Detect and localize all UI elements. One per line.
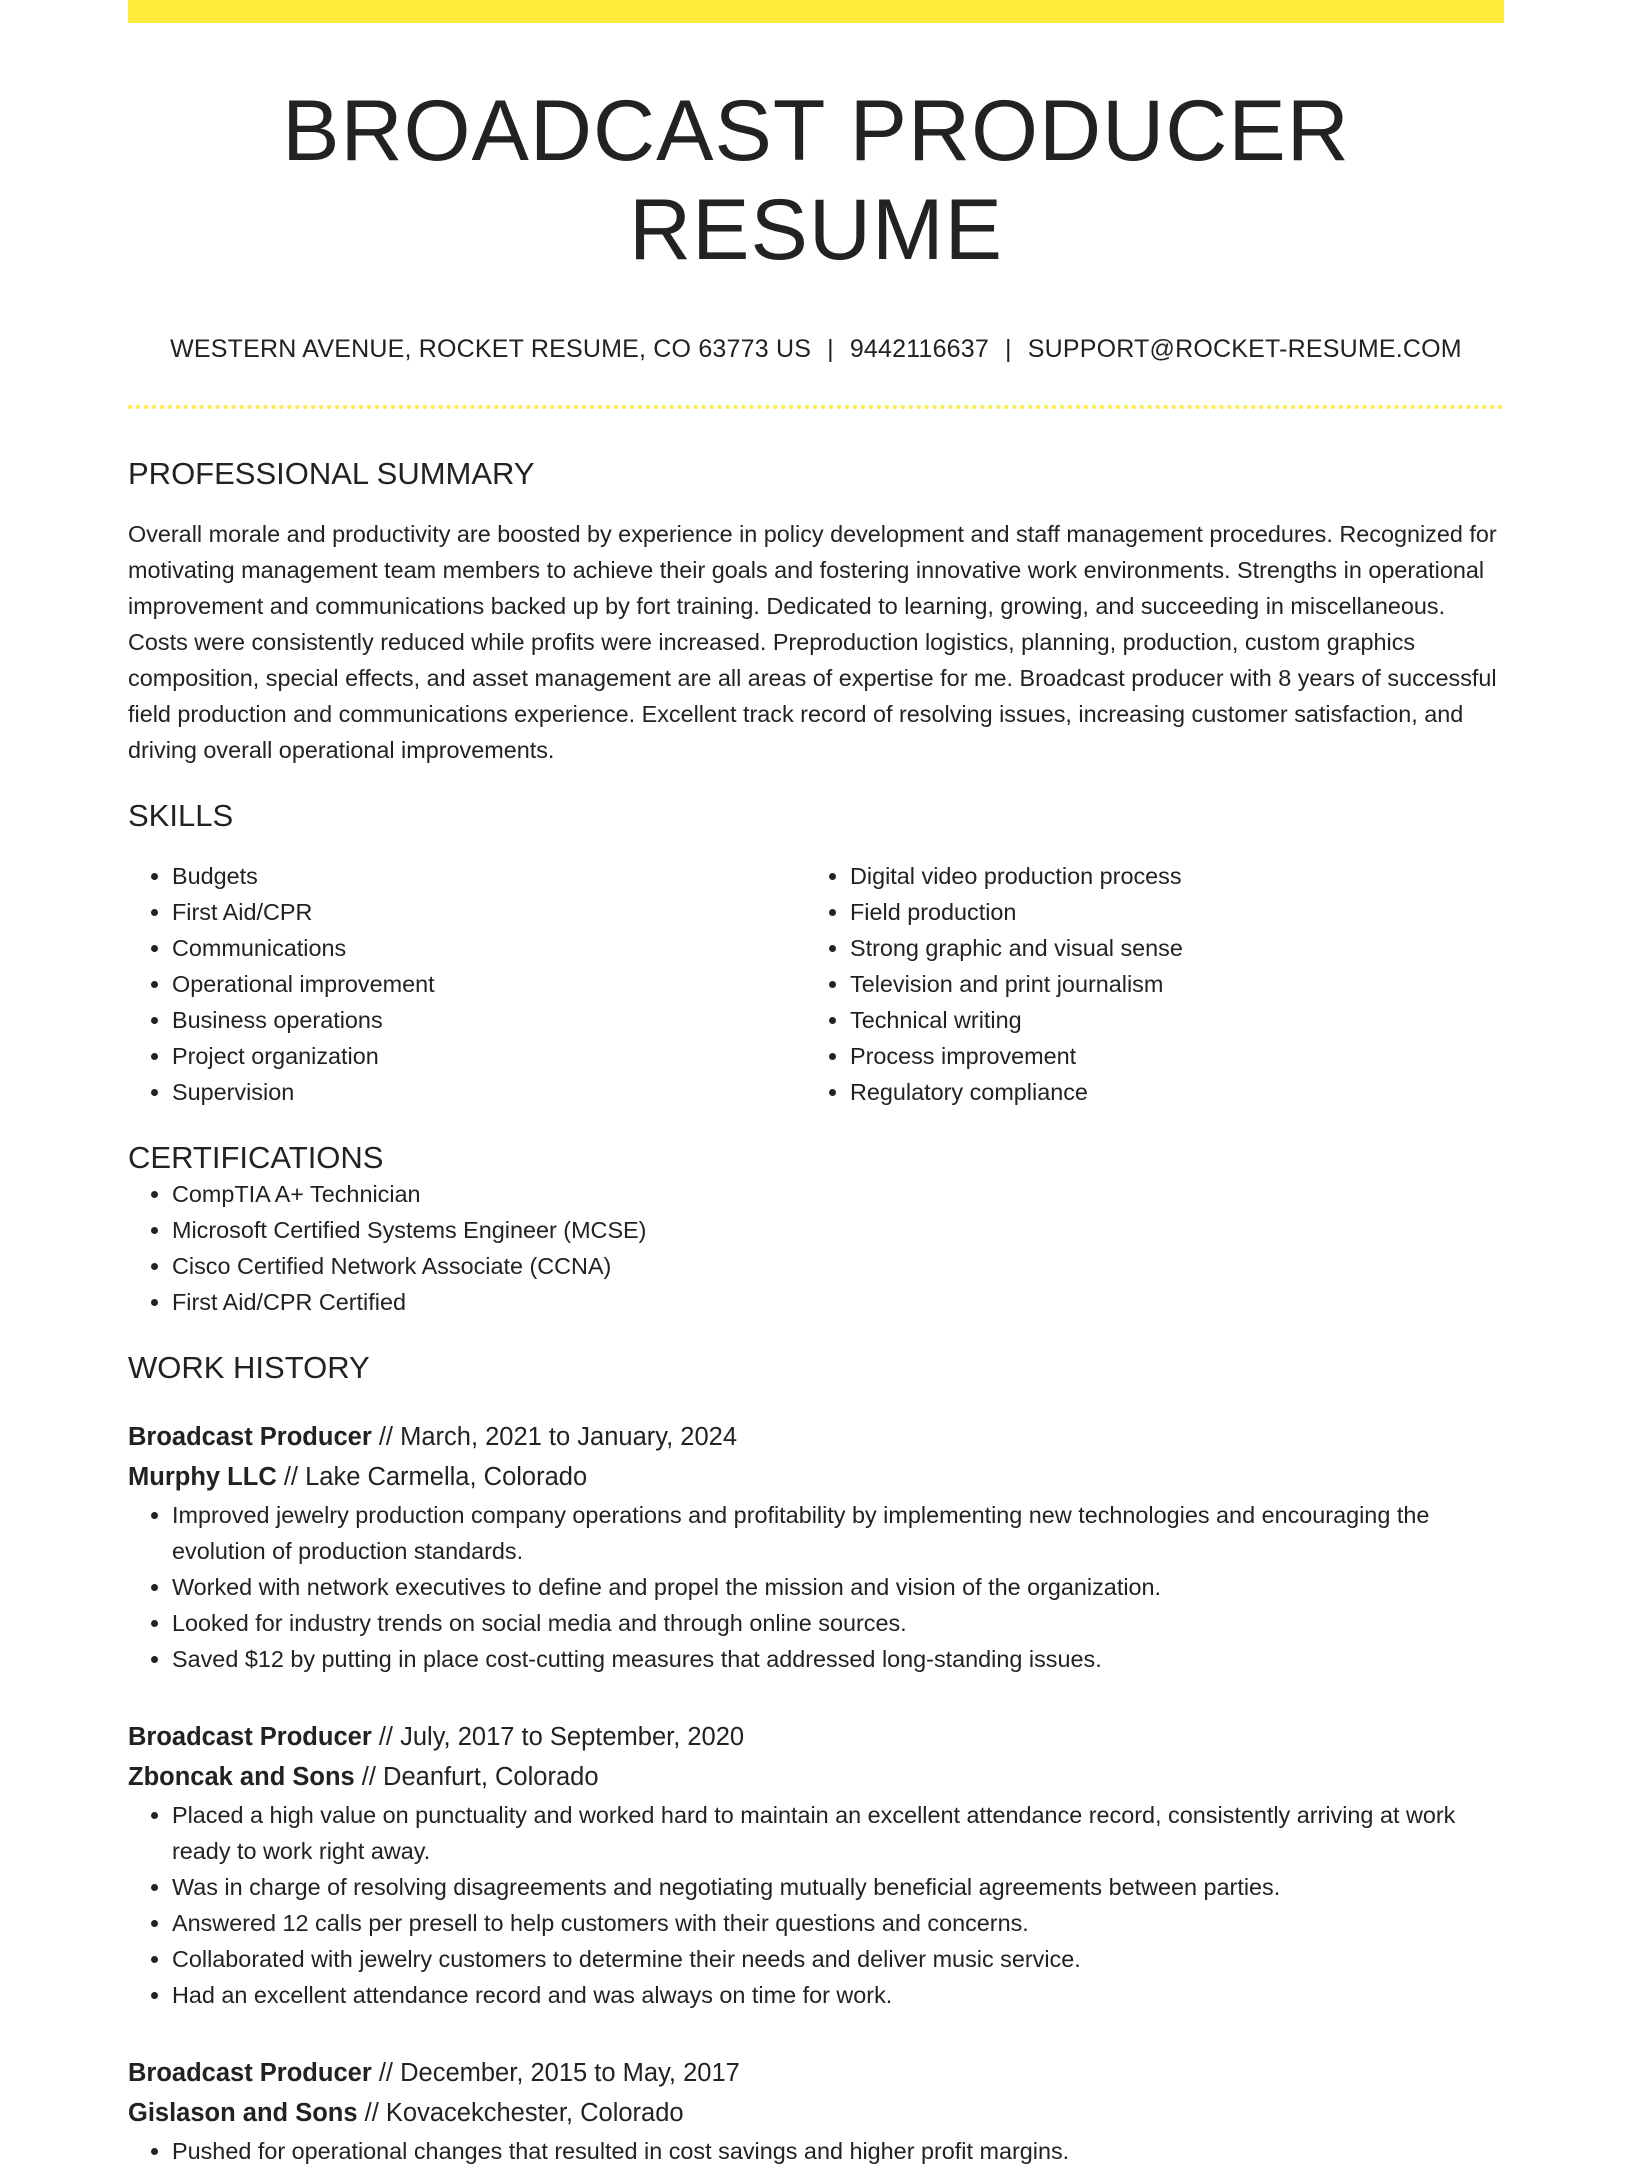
certifications-list	[128, 1176, 1504, 1320]
job-entry	[128, 2053, 1504, 2169]
job-bullet-list	[128, 1497, 1504, 1677]
skill-item: • Operational improvement	[172, 966, 806, 1002]
skills-column-left	[128, 858, 806, 1110]
contact-email: SUPPORT@ROCKET-RESUME.COM	[1027, 334, 1462, 363]
job-title-line	[128, 2053, 1504, 2093]
job-bullet: • Improved jewelry production company operations and profitability by implementing new technologies and encouraging the evolution of production standards.	[172, 1497, 1504, 1569]
job-company: Murphy LLC	[128, 1462, 277, 1491]
job-separator: //	[276, 1462, 306, 1491]
job-dates: July, 2017 to September, 2020	[400, 1722, 745, 1751]
skill-item: • Project organization	[172, 1038, 806, 1074]
job-company-line	[128, 1457, 1504, 1497]
work-history-list	[128, 1417, 1504, 2169]
top-accent-bar	[128, 0, 1504, 23]
job-bullet-list	[128, 1797, 1504, 2013]
contact-line	[128, 334, 1504, 364]
job-location: Kovacekchester, Colorado	[385, 2098, 684, 2127]
contact-phone: 9442116637	[849, 334, 989, 363]
job-bullet: • Saved $12 by putting in place cost-cutting measures that addressed long-standing issues.	[172, 1641, 1504, 1677]
skill-item: • Regulatory compliance	[850, 1074, 1484, 1110]
job-company-line	[128, 2093, 1504, 2133]
job-bullet: • Pushed for operational changes that resulted in cost savings and higher profit margins.	[172, 2133, 1504, 2169]
contact-address: WESTERN AVENUE, ROCKET RESUME, CO 63773 US	[170, 334, 812, 363]
contact-separator: |	[1005, 334, 1012, 363]
skills-column-right	[806, 858, 1484, 1110]
skill-item: • Budgets	[172, 858, 806, 894]
job-separator: //	[371, 1722, 401, 1751]
skills-heading: SKILLS	[128, 797, 234, 833]
job-separator: //	[354, 1762, 384, 1791]
skill-item: • Technical writing	[850, 1002, 1484, 1038]
job-bullet: • Placed a high value on punctuality and worked hard to maintain an excellent attendance record, consistently arriving at work ready to work right away.	[172, 1797, 1504, 1869]
dotted-divider	[128, 405, 1504, 409]
skill-item: • Business operations	[172, 1002, 806, 1038]
job-company-line	[128, 1757, 1504, 1797]
job-entry	[128, 1417, 1504, 1677]
certification-item: • Cisco Certified Network Associate (CCNA)	[172, 1248, 1504, 1284]
skill-item: • Field production	[850, 894, 1484, 930]
job-bullet: • Had an excellent attendance record and was always on time for work.	[172, 1977, 1504, 2013]
skill-item: • Digital video production process	[850, 858, 1484, 894]
job-bullet-list	[128, 2133, 1504, 2169]
summary-text: Overall morale and productivity are boosted by experience in policy development and staff management procedures. Recognized for motivating management team members to achieve their goals and fostering innovative work environments. Strengths in operational improvement and communications backed up by fort training. Dedicated to learning, growing, and succeeding in miscellaneous. Costs were consistently reduced while profits were increased. Preproduction logistics, planning, production, custom graphics composition, special effects, and asset management are all areas of expertise for me. Broadcast producer with 8 years of successful field production and communications experience. Excellent track record of resolving issues, increasing customer satisfaction, and driving overall operational improvements.	[128, 520, 1497, 763]
job-title: Broadcast Producer	[128, 1422, 372, 1451]
job-separator: //	[371, 2058, 401, 2087]
job-separator: //	[371, 1422, 401, 1451]
job-bullet: • Looked for industry trends on social media and through online sources.	[172, 1605, 1504, 1641]
summary-heading: PROFESSIONAL SUMMARY	[128, 455, 535, 491]
job-dates: December, 2015 to May, 2017	[400, 2058, 740, 2087]
skill-item: • Process improvement	[850, 1038, 1484, 1074]
job-title: Broadcast Producer	[128, 1722, 372, 1751]
certifications-heading: CERTIFICATIONS	[128, 1140, 384, 1176]
work-history-heading: WORK HISTORY	[128, 1350, 370, 1386]
job-dates: March, 2021 to January, 2024	[400, 1422, 737, 1451]
job-bullet: • Worked with network executives to define and propel the mission and vision of the organization.	[172, 1569, 1504, 1605]
job-entry	[128, 1717, 1504, 2013]
job-company: Zboncak and Sons	[128, 1762, 355, 1791]
job-title: Broadcast Producer	[128, 2058, 372, 2087]
skills-grid	[128, 858, 1504, 1110]
certification-item: • CompTIA A+ Technician	[172, 1176, 1504, 1212]
skill-item: • Supervision	[172, 1074, 806, 1110]
job-bullet: • Was in charge of resolving disagreements and negotiating mutually beneficial agreements between parties.	[172, 1869, 1504, 1905]
job-separator: //	[357, 2098, 386, 2127]
skill-item: • Television and print journalism	[850, 966, 1484, 1002]
certification-item: • Microsoft Certified Systems Engineer (MCSE)	[172, 1212, 1504, 1248]
resume-page	[128, 0, 1504, 2169]
skills-list-left	[128, 858, 806, 1110]
job-bullet: • Answered 12 calls per presell to help customers with their questions and concerns.	[172, 1905, 1504, 1941]
skills-list-right	[806, 858, 1484, 1110]
job-title-line	[128, 1417, 1504, 1457]
job-company: Gislason and Sons	[128, 2098, 358, 2127]
job-title-line	[128, 1717, 1504, 1757]
job-location: Deanfurt, Colorado	[383, 1762, 599, 1791]
skill-item: • Communications	[172, 930, 806, 966]
skill-item: • First Aid/CPR	[172, 894, 806, 930]
skill-item: • Strong graphic and visual sense	[850, 930, 1484, 966]
resume-title: BROADCAST PRODUCER RESUME	[282, 83, 1350, 278]
contact-separator: |	[827, 334, 834, 363]
job-location: Lake Carmella, Colorado	[305, 1462, 588, 1491]
job-bullet: • Collaborated with jewelry customers to determine their needs and deliver music service.	[172, 1941, 1504, 1977]
certification-item: • First Aid/CPR Certified	[172, 1284, 1504, 1320]
